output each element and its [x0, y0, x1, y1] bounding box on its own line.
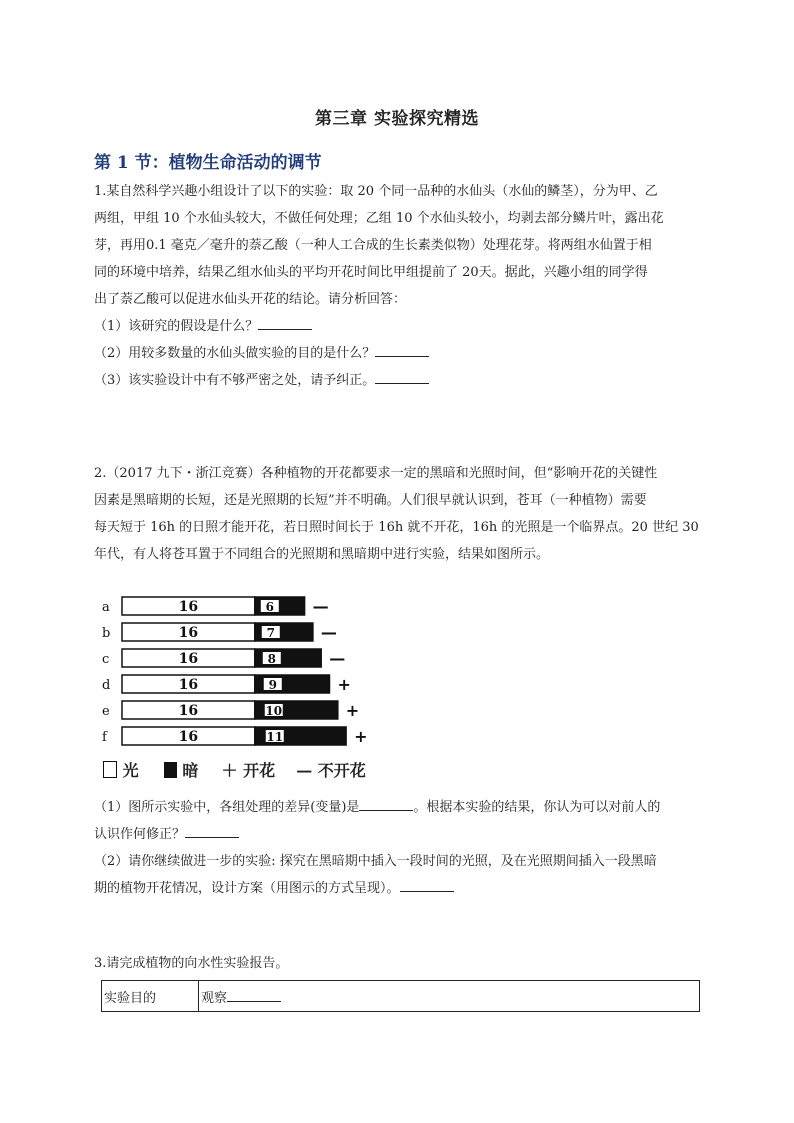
legend-dark-label: 暗: [182, 761, 199, 780]
q1-sub3: （3）该实验设计中有不够严密之处，请予纠正。: [94, 367, 704, 394]
result-b: —: [320, 623, 337, 642]
row-label-a: a: [102, 600, 110, 615]
answer-blank[interactable]: [359, 797, 413, 811]
result-f: +: [354, 727, 368, 746]
q2-sub2-cont: 期的植物开花情况，设计方案（用图示的方式呈现）。: [94, 875, 704, 902]
dark-label-e: 10: [265, 704, 283, 718]
table-row: [102, 981, 700, 1012]
answer-blank[interactable]: [375, 343, 429, 357]
answer-blank[interactable]: [400, 878, 454, 892]
light-label-d: 16: [178, 677, 199, 693]
light-label-e: 16: [178, 703, 199, 719]
q1-line: 两组，甲组 10 个水仙头较大，不做任何处理；乙组 10 个水仙头较小，均剥去部分鳞片叶，露出花: [94, 211, 664, 226]
answer-blank[interactable]: [227, 988, 281, 1002]
q2-line: 因素是黑暗期的长短，还是光照期的长短”并不明确。人们很早就认识到，苍耳（一种植物）需要: [94, 493, 647, 508]
chart-legend: [103, 758, 366, 781]
result-c: —: [329, 649, 346, 668]
photoperiod-chart: [100, 595, 440, 755]
light-label-c: 16: [178, 651, 199, 667]
row-label-f: f: [102, 730, 107, 745]
row-label-c: c: [102, 652, 110, 667]
dark-label-f: 11: [266, 730, 284, 744]
answer-blank[interactable]: [185, 824, 239, 838]
dark-label-b: 7: [266, 626, 275, 640]
legend-minus-label: — 不开花: [296, 761, 366, 780]
dark-label-d: 9: [268, 678, 277, 692]
q2-sub2: （2）请你继续做进一步的实验: 探究在黑暗期中插入一段时间的光照，及在光照期间插入一段黑暗: [94, 854, 657, 869]
legend-light-label: 光: [122, 761, 139, 780]
row-label-b: b: [102, 626, 111, 641]
q1-line: 出了萘乙酸可以促进水仙头开花的结论。请分析回答：: [94, 292, 407, 307]
q2-line: 2.（2017 九下・浙江竞赛）各种植物的开花都要求一定的黑暗和光照时间，但“影响开花的关键性: [94, 466, 658, 481]
result-e: +: [345, 701, 360, 720]
result-a: —: [312, 597, 329, 616]
q2-line: 每天短于 16h 的日照才能开花，若日照时间长于 16h 就不开花，16h 的光照是一个临界点。20 世纪 30: [94, 520, 699, 535]
row-label-e: e: [102, 704, 110, 719]
row-label: 实验目的: [102, 981, 199, 1012]
light-label-a: 16: [178, 599, 199, 615]
question-1: [94, 178, 704, 394]
q2-sub1-cont: 认识作何修正？: [94, 821, 704, 848]
legend-dark-swatch: [164, 762, 177, 778]
q1-sub1: （1）该研究的假设是什么？: [94, 313, 704, 340]
report-table: [101, 980, 700, 1012]
legend-plus-label: ＋ 开花: [221, 761, 276, 780]
q2-sub1: （1）图所示实验中，各组处理的差异(变量)是 。根据本实验的结果，你认为可以对前人的: [94, 794, 704, 821]
q1-line: 同的环境中培养，结果乙组水仙头的平均开花时间比甲组提前了 20天。据此，兴趣小组的同学得: [94, 265, 648, 280]
question-2: [94, 460, 704, 568]
section-heading: 第 1 节：植物生命活动的调节: [94, 153, 322, 173]
row-label-d: d: [102, 678, 111, 693]
question-2-subs: [94, 794, 704, 902]
page-title: 第三章 实验探究精选: [315, 109, 479, 129]
dark-label-a: 6: [265, 600, 274, 614]
light-label-f: 16: [178, 729, 199, 745]
light-label-b: 16: [178, 625, 199, 641]
answer-blank[interactable]: [258, 316, 312, 330]
answer-blank[interactable]: [375, 370, 429, 384]
q1-line: 1.某自然科学兴趣小组设计了以下的实验：取 20 个同一品种的水仙头（水仙的鳞茎），分为甲、乙: [94, 184, 658, 199]
q2-line: 年代，有人将苍耳置于不同组合的光照期和黑暗期中进行实验，结果如图所示。: [94, 547, 550, 562]
question-3: 3.请完成植物的向水性实验报告。: [94, 956, 289, 971]
result-d: +: [337, 675, 351, 694]
dark-label-c: 8: [267, 652, 276, 666]
legend-light-swatch: [103, 761, 117, 778]
q1-sub2: （2）用较多数量的水仙头做实验的目的是什么？: [94, 340, 704, 367]
q1-line: 芽，再用0.1 毫克／毫升的萘乙酸（一种人工合成的生长素类似物）处理花芽。将两组水仙置于相: [94, 238, 652, 253]
row-value: 观察: [199, 981, 700, 1012]
